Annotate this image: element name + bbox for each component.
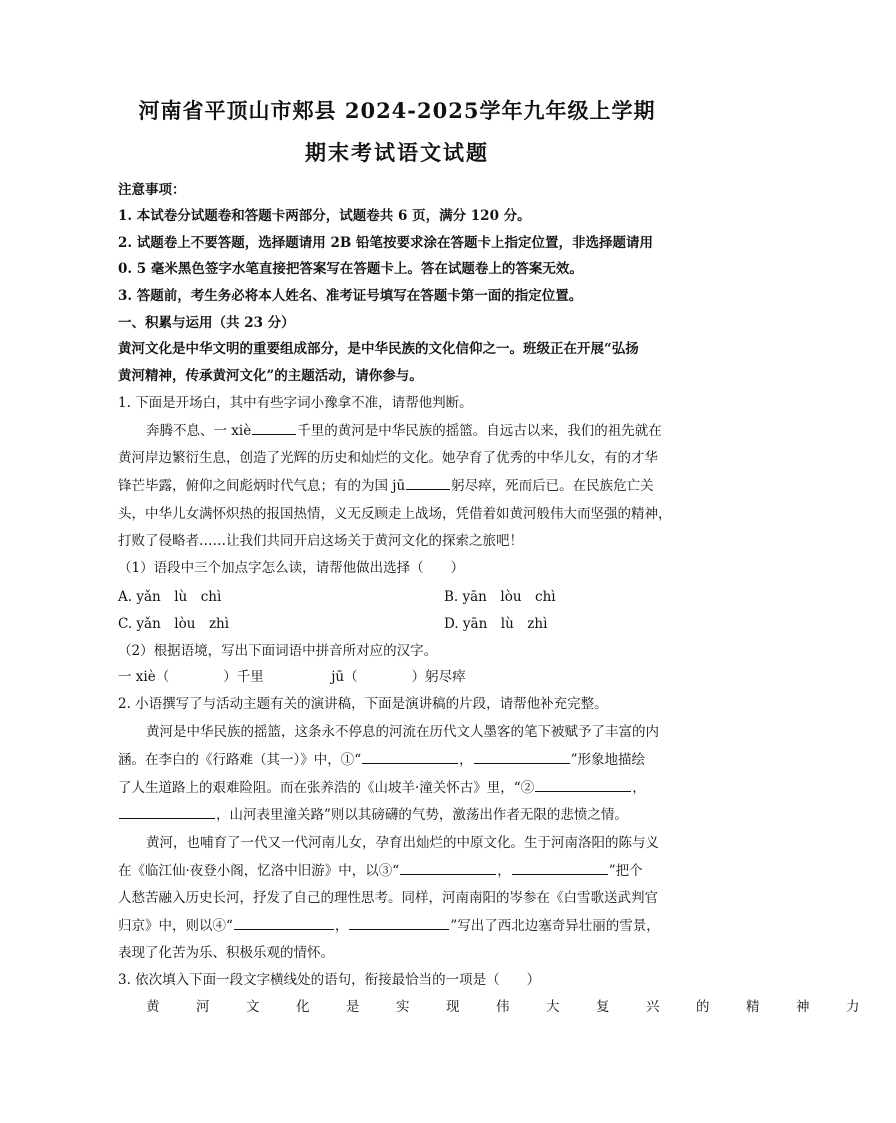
option-a[interactable]: A. yǎn lù chì	[118, 589, 222, 605]
notice-heading: 注意事项：	[118, 182, 186, 198]
q2-text: 归京》中，则以④“	[118, 918, 233, 934]
q2-text: 在《临江仙·夜登小阁，忆洛中旧游》中，以③“	[118, 863, 400, 879]
section-intro-a: 黄河文化是中华文明的重要组成部分，是中华民族的文化信仰之一。班级正在开展“弘扬	[118, 341, 639, 357]
q2-paragraph-line: 在《临江仙·夜登小阁，忆洛中旧游》中，以③“ ， ”把个	[118, 863, 643, 879]
q2-paragraph-line: 黄河，也哺育了一代又一代河南儿女，孕育出灿烂的中原文化。生于河南洛阳的陈与义	[146, 835, 659, 851]
blank-underline[interactable]	[535, 779, 631, 792]
section-heading: 一、积累与运用（共 23 分）	[118, 315, 295, 331]
q2-text: ”形象地描绘	[570, 752, 646, 768]
section-intro-b: 黄河精神，传承黄河文化”的主题活动，请你参与。	[118, 368, 423, 384]
notice-item-2b: 0. 5 毫米黑色签字水笔直接把答案写在答题卡上。答在试题卷上的答案无效。	[118, 261, 583, 277]
q1-stem: 1. 下面是开场白，其中有些字词小豫拿不准，请帮他判断。	[118, 395, 473, 411]
exam-title-line1: 河南省平顶山市郏县 2024-2025学年九年级上学期	[138, 98, 656, 123]
q2-paragraph-line: 表现了化苦为乐、积极乐观的情怀。	[118, 945, 334, 961]
q2-text: ”写出了西北边塞奇异壮丽的雪景，	[450, 918, 660, 934]
notice-item-3: 3. 答题前，考生务必将本人姓名、准考证号填写在答题卡第一面的指定位置。	[118, 288, 583, 304]
blank-underline[interactable]	[349, 917, 449, 930]
blank-underline[interactable]	[512, 862, 608, 875]
q2-paragraph-line: 归京》中，则以④“ ， ”写出了西北边塞奇异壮丽的雪景，	[118, 918, 660, 934]
q1-sub1: （1）语段中三个加点字怎么读，请帮他做出选择（ ）	[118, 560, 465, 576]
q2-paragraph-line: 人愁苦融入历史长河，抒发了自己的理性思考。同样，河南南阳的岑参在《白雪歌送武判官	[118, 890, 658, 906]
blank-underline[interactable]	[400, 862, 496, 875]
q2-text: ，山河表里潼关路”则以其磅礴的气势，激荡出作者无限的悲愤之情。	[216, 807, 628, 823]
q1-paragraph-line: 打败了侵略者……让我们共同开启这场关于黄河文化的探索之旅吧！	[118, 533, 523, 549]
q1-paragraph-line	[146, 421, 706, 441]
blank-underline[interactable]	[474, 751, 570, 764]
q1-fill-line: 一 xiè（ ）千里 jū（ ）躬尽瘁	[118, 669, 466, 685]
q2-paragraph-line: 了人生道路上的艰难险阻。而在张养浩的《山坡羊·潼关怀古》里，“② ，	[118, 780, 646, 796]
q2-paragraph-line: 涵。在李白的《行路难（其一）》中，①“ ， ”形象地描绘	[118, 752, 646, 768]
q3-passage-line: 黄河文化是实现伟大复兴的精神力	[146, 999, 896, 1015]
q3-stem: 3. 依次填入下面一段文字横线处的语句，衔接最恰当的一项是（ ）	[118, 972, 541, 988]
q2-text: ”把个	[608, 863, 643, 879]
q1-text: 锋芒毕露，俯仰之间彪炳时代气息；有的为国 jū	[118, 478, 406, 494]
option-d[interactable]: D. yān lù zhì	[444, 616, 548, 632]
q1-paragraph-line	[118, 476, 678, 496]
q1-text: 奔腾不息、一 xiè	[146, 423, 252, 439]
blank-underline[interactable]	[362, 751, 458, 764]
q2-text: 涵。在李白的《行路难（其一）》中，①“	[118, 752, 362, 768]
q1-paragraph-line: 黄河岸边繁衍生息，创造了光辉的历史和灿烂的文化。她孕育了优秀的中华儿女，有的才华	[118, 450, 658, 466]
q1-sub2: （2）根据语境，写出下面词语中拼音所对应的汉字。	[118, 643, 438, 659]
blank-underline[interactable]	[406, 477, 450, 490]
blank-underline[interactable]	[234, 917, 334, 930]
blank-underline[interactable]	[119, 806, 215, 819]
option-c[interactable]: C. yǎn lòu zhì	[118, 616, 230, 632]
q2-paragraph-line	[118, 805, 678, 825]
q2-text: 了人生道路上的艰难险阻。而在张养浩的《山坡羊·潼关怀古》里，“②	[118, 780, 535, 796]
q2-paragraph-line: 黄河是中华民族的摇篮，这条永不停息的河流在历代文人墨客的笔下被赋予了丰富的内	[146, 724, 659, 740]
blank-underline[interactable]	[252, 422, 296, 435]
notice-item-2a: 2. 试题卷上不要答题，选择题请用 2B 铅笔按要求涂在答题卡上指定位置，非选择题请用	[118, 235, 653, 251]
option-b[interactable]: B. yān lòu chì	[444, 589, 556, 605]
q2-stem: 2. 小语撰写了与活动主题有关的演讲稿，下面是演讲稿的片段，请帮他补充完整。	[118, 696, 608, 712]
notice-item-1: 1. 本试卷分试题卷和答题卡两部分，试题卷共 6 页，满分 120 分。	[118, 208, 531, 224]
q1-paragraph-line: 头，中华儿女满怀炽热的报国热情，义无反顾走上战场，凭借着如黄河般伟大而坚强的精神，	[118, 506, 672, 522]
q1-text: 躬尽瘁，死而后已。在民族危亡关	[451, 478, 654, 494]
exam-title-line2: 期末考试语文试题	[305, 140, 489, 165]
q1-text: 千里的黄河是中华民族的摇篮。自远古以来，我们的祖先就在	[297, 423, 662, 439]
